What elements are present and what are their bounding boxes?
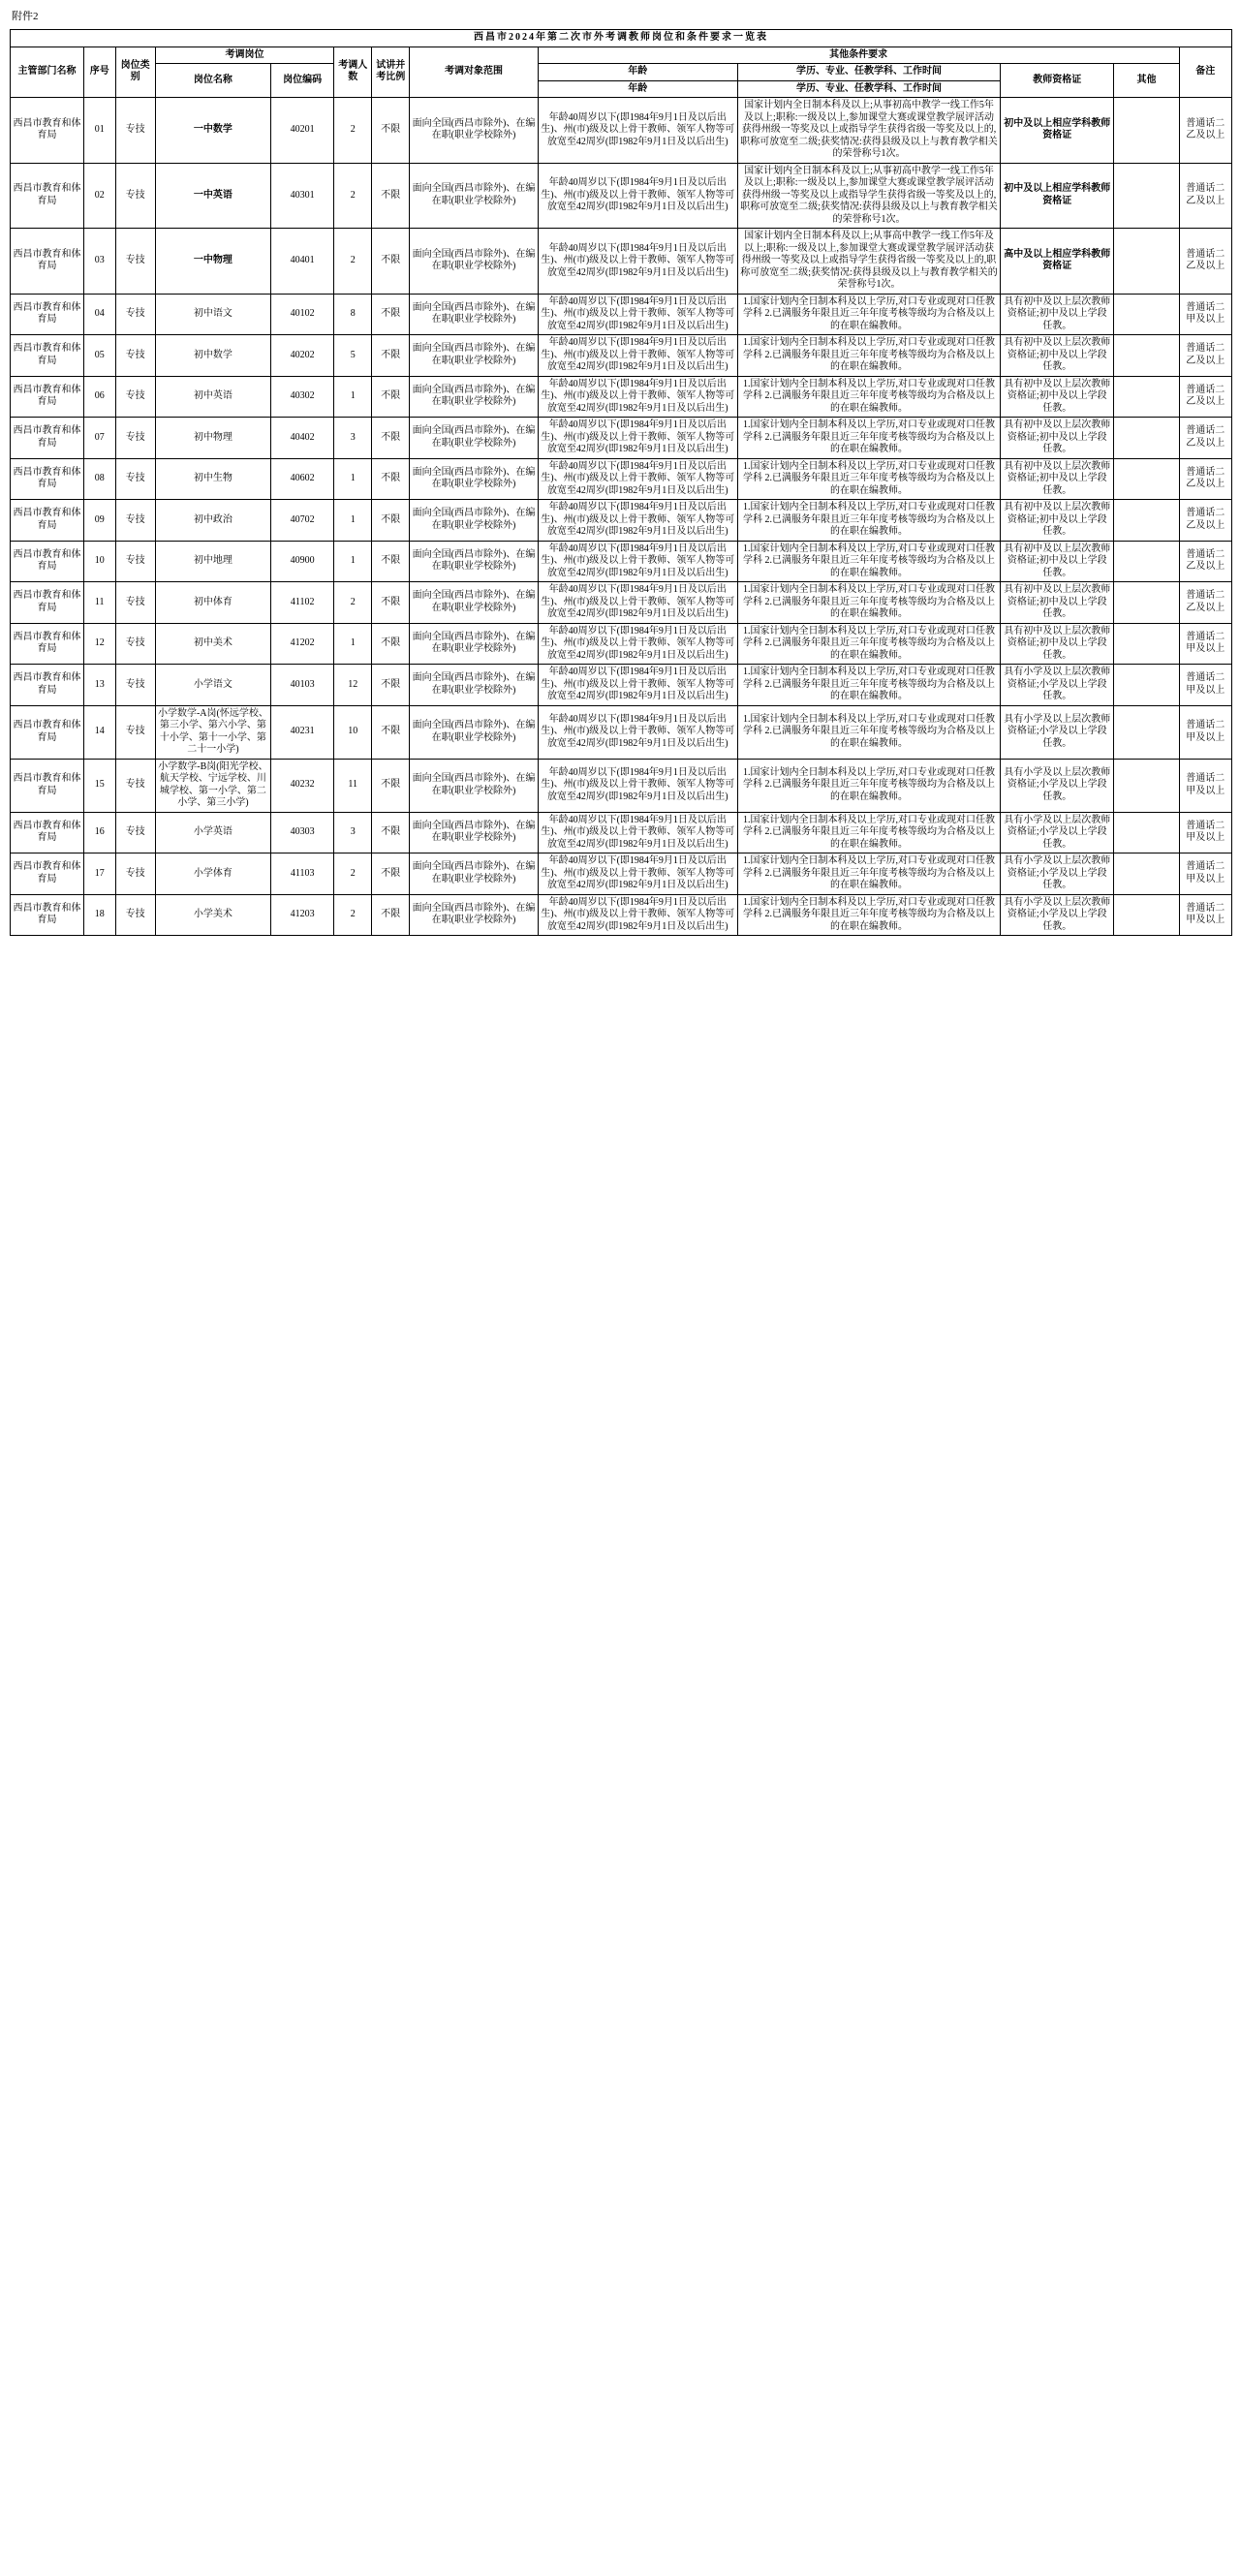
cell-cert: 具有初中及以上层次教师资格证;初中及以上学段任教。 [1001,458,1114,500]
cell-remark: 普通话二甲及以上 [1179,665,1231,706]
cell-post-code: 40303 [271,812,334,853]
table-row [11,376,1232,418]
cell-dept: 西昌市教育和体育局 [11,894,84,936]
header-post-type: 岗位类别 [115,47,155,98]
cell-count: 1 [334,376,372,418]
cell-seq: 02 [83,163,115,229]
cell-post-code: 40401 [271,229,334,295]
cell-ratio: 不限 [372,458,410,500]
cell-seq: 12 [83,623,115,665]
cell-age: 年龄40周岁以下(即1984年9月1日及以后出生)、州(市)级及以上骨干教师、领军人物等可放宽至42周岁(即1982年9月1日及以后出生) [538,98,737,164]
cell-ratio: 不限 [372,418,410,459]
cell-remark: 普通话二乙及以上 [1179,335,1231,377]
cell-other [1114,98,1179,164]
header-edu-sub: 学历、专业、任教学科、工作时间 [737,80,1000,98]
table-row [11,458,1232,500]
table-row [11,582,1232,624]
table-row [11,98,1232,164]
cell-dept: 西昌市教育和体育局 [11,294,84,335]
cell-dept: 西昌市教育和体育局 [11,705,84,759]
cell-remark: 普通话二乙及以上 [1179,418,1231,459]
table-row [11,665,1232,706]
cell-post-code: 40900 [271,541,334,582]
cell-post-type: 专技 [115,541,155,582]
cell-other [1114,418,1179,459]
cell-other [1114,335,1179,377]
cell-ratio: 不限 [372,335,410,377]
cell-post-name: 初中语文 [155,294,270,335]
cell-other [1114,759,1179,812]
cell-seq: 17 [83,853,115,895]
cell-remark: 普通话二乙及以上 [1179,582,1231,624]
table-row [11,705,1232,759]
cell-scope: 面向全国(西昌市除外)、在编在职(职业学校除外) [410,853,538,895]
cell-remark: 普通话二乙及以上 [1179,500,1231,542]
cell-ratio: 不限 [372,98,410,164]
cell-remark: 普通话二甲及以上 [1179,759,1231,812]
cell-other [1114,705,1179,759]
cell-count: 1 [334,458,372,500]
cell-seq: 06 [83,376,115,418]
cell-seq: 13 [83,665,115,706]
cell-cert: 初中及以上相应学科教师资格证 [1001,163,1114,229]
cell-ratio: 不限 [372,894,410,936]
table-row [11,759,1232,812]
cell-dept: 西昌市教育和体育局 [11,500,84,542]
cell-post-name: 小学体育 [155,853,270,895]
cell-dept: 西昌市教育和体育局 [11,418,84,459]
cell-post-type: 专技 [115,163,155,229]
cell-dept: 西昌市教育和体育局 [11,98,84,164]
cell-post-type: 专技 [115,894,155,936]
cell-post-code: 41203 [271,894,334,936]
cell-dept: 西昌市教育和体育局 [11,759,84,812]
cell-post-name: 小学英语 [155,812,270,853]
cell-post-name: 初中地理 [155,541,270,582]
cell-count: 5 [334,335,372,377]
cell-count: 2 [334,894,372,936]
cell-post-name: 初中英语 [155,376,270,418]
header-edu: 学历、专业、任教学科、工作时间 [737,64,1000,81]
cell-age: 年龄40周岁以下(即1984年9月1日及以后出生)、州(市)级及以上骨干教师、领军人物等可放宽至42周岁(即1982年9月1日及以后出生) [538,376,737,418]
table-row [11,853,1232,895]
cell-other [1114,163,1179,229]
cell-ratio: 不限 [372,541,410,582]
cell-count: 2 [334,163,372,229]
cell-cert: 具有小学及以上层次教师资格证;小学及以上学段任教。 [1001,665,1114,706]
cell-remark: 普通话二甲及以上 [1179,812,1231,853]
cell-dept: 西昌市教育和体育局 [11,812,84,853]
cell-post-code: 40102 [271,294,334,335]
cell-ratio: 不限 [372,229,410,295]
cell-post-code: 40702 [271,500,334,542]
cell-remark: 普通话二甲及以上 [1179,623,1231,665]
cell-post-code: 41202 [271,623,334,665]
cell-cert: 具有初中及以上层次教师资格证;初中及以上学段任教。 [1001,418,1114,459]
cell-cert: 具有初中及以上层次教师资格证;初中及以上学段任教。 [1001,541,1114,582]
cell-seq: 11 [83,582,115,624]
cell-post-name: 初中物理 [155,418,270,459]
cell-post-code: 40201 [271,98,334,164]
page-title: 西昌市2024年第二次市外考调教师岗位和条件要求一览表 [11,30,1232,47]
cell-age: 年龄40周岁以下(即1984年9月1日及以后出生)、州(市)级及以上骨干教师、领军人物等可放宽至42周岁(即1982年9月1日及以后出生) [538,458,737,500]
table-row [11,418,1232,459]
cell-remark: 普通话二乙及以上 [1179,98,1231,164]
cell-count: 1 [334,623,372,665]
cell-seq: 09 [83,500,115,542]
cell-post-code: 41103 [271,853,334,895]
header-other: 其他 [1114,64,1179,98]
cell-seq: 15 [83,759,115,812]
cell-scope: 面向全国(西昌市除外)、在编在职(职业学校除外) [410,376,538,418]
cell-edu: 1.国家计划内全日制本科及以上学历,对口专业或现对口任教学科 2.已满服务年限且近三年年度考核等级均为合格及以上的在职在编教师。 [737,418,1000,459]
cell-cert: 具有小学及以上层次教师资格证;小学及以上学段任教。 [1001,812,1114,853]
cell-post-name: 一中数学 [155,98,270,164]
cell-count: 1 [334,500,372,542]
cell-count: 2 [334,229,372,295]
cell-cert: 具有小学及以上层次教师资格证;小学及以上学段任教。 [1001,853,1114,895]
cell-count: 3 [334,812,372,853]
cell-edu: 1.国家计划内全日制本科及以上学历,对口专业或现对口任教学科 2.已满服务年限且近三年年度考核等级均为合格及以上的在职在编教师。 [737,665,1000,706]
table-row [11,541,1232,582]
cell-edu: 1.国家计划内全日制本科及以上学历,对口专业或现对口任教学科 2.已满服务年限且近三年年度考核等级均为合格及以上的在职在编教师。 [737,500,1000,542]
cell-dept: 西昌市教育和体育局 [11,376,84,418]
cell-other [1114,853,1179,895]
cell-post-type: 专技 [115,500,155,542]
cell-cert: 初中及以上相应学科教师资格证 [1001,98,1114,164]
cell-seq: 08 [83,458,115,500]
cell-remark: 普通话二甲及以上 [1179,294,1231,335]
cell-age: 年龄40周岁以下(即1984年9月1日及以后出生)、州(市)级及以上骨干教师、领军人物等可放宽至42周岁(即1982年9月1日及以后出生) [538,229,737,295]
cell-post-type: 专技 [115,623,155,665]
cell-scope: 面向全国(西昌市除外)、在编在职(职业学校除外) [410,582,538,624]
cell-remark: 普通话二甲及以上 [1179,705,1231,759]
cell-post-name: 初中体育 [155,582,270,624]
cell-dept: 西昌市教育和体育局 [11,623,84,665]
cell-post-type: 专技 [115,98,155,164]
cell-scope: 面向全国(西昌市除外)、在编在职(职业学校除外) [410,458,538,500]
cell-post-type: 专技 [115,705,155,759]
cell-ratio: 不限 [372,853,410,895]
cell-post-name: 初中政治 [155,500,270,542]
cell-cert: 具有小学及以上层次教师资格证;小学及以上学段任教。 [1001,894,1114,936]
cell-scope: 面向全国(西昌市除外)、在编在职(职业学校除外) [410,98,538,164]
cell-dept: 西昌市教育和体育局 [11,229,84,295]
cell-other [1114,229,1179,295]
cell-other [1114,541,1179,582]
cell-seq: 03 [83,229,115,295]
cell-edu: 1.国家计划内全日制本科及以上学历,对口专业或现对口任教学科 2.已满服务年限且近三年年度考核等级均为合格及以上的在职在编教师。 [737,294,1000,335]
cell-scope: 面向全国(西昌市除外)、在编在职(职业学校除外) [410,812,538,853]
cell-ratio: 不限 [372,665,410,706]
cell-cert: 具有初中及以上层次教师资格证;初中及以上学段任教。 [1001,623,1114,665]
cell-count: 11 [334,759,372,812]
cell-edu: 1.国家计划内全日制本科及以上学历,对口专业或现对口任教学科 2.已满服务年限且近三年年度考核等级均为合格及以上的在职在编教师。 [737,376,1000,418]
cell-age: 年龄40周岁以下(即1984年9月1日及以后出生)、州(市)级及以上骨干教师、领军人物等可放宽至42周岁(即1982年9月1日及以后出生) [538,665,737,706]
cell-remark: 普通话二乙及以上 [1179,229,1231,295]
cell-edu: 国家计划内全日制本科及以上;从事初高中教学一线工作5年及以上;职称:一级及以上,参加课堂大赛或课堂教学展评活动获得州级一等奖及以上或指导学生获得省级一等奖及以上的,职称可放宽至二级;获奖情况:获得县级及以上与教育教学相关的荣誉称号1次。 [737,98,1000,164]
cell-age: 年龄40周岁以下(即1984年9月1日及以后出生)、州(市)级及以上骨干教师、领军人物等可放宽至42周岁(即1982年9月1日及以后出生) [538,541,737,582]
header-age: 年龄 [538,64,737,81]
cell-count: 1 [334,541,372,582]
cell-scope: 面向全国(西昌市除外)、在编在职(职业学校除外) [410,894,538,936]
cell-seq: 14 [83,705,115,759]
cell-post-name: 初中美术 [155,623,270,665]
cell-post-type: 专技 [115,376,155,418]
cell-scope: 面向全国(西昌市除外)、在编在职(职业学校除外) [410,623,538,665]
cell-post-name: 初中生物 [155,458,270,500]
cell-age: 年龄40周岁以下(即1984年9月1日及以后出生)、州(市)级及以上骨干教师、领军人物等可放宽至42周岁(即1982年9月1日及以后出生) [538,335,737,377]
cell-edu: 1.国家计划内全日制本科及以上学历,对口专业或现对口任教学科 2.已满服务年限且近三年年度考核等级均为合格及以上的在职在编教师。 [737,894,1000,936]
cell-post-type: 专技 [115,335,155,377]
cell-count: 8 [334,294,372,335]
cell-edu: 1.国家计划内全日制本科及以上学历,对口专业或现对口任教学科 2.已满服务年限且近三年年度考核等级均为合格及以上的在职在编教师。 [737,853,1000,895]
cell-post-name: 小学数学-B岗(阳光学校、航天学校、宁远学校、川城学校、第一小学、第二小学、第三小学) [155,759,270,812]
header-row-1 [11,47,1232,64]
header-ratio: 试讲并考比例 [372,47,410,98]
cell-ratio: 不限 [372,582,410,624]
cell-other [1114,623,1179,665]
cell-ratio: 不限 [372,812,410,853]
cell-cert: 具有初中及以上层次教师资格证;初中及以上学段任教。 [1001,376,1114,418]
cell-count: 2 [334,582,372,624]
cell-other [1114,500,1179,542]
cell-count: 2 [334,98,372,164]
cell-age: 年龄40周岁以下(即1984年9月1日及以后出生)、州(市)级及以上骨干教师、领军人物等可放宽至42周岁(即1982年9月1日及以后出生) [538,759,737,812]
cell-scope: 面向全国(西昌市除外)、在编在职(职业学校除外) [410,500,538,542]
cell-ratio: 不限 [372,623,410,665]
cell-seq: 18 [83,894,115,936]
cell-remark: 普通话二乙及以上 [1179,163,1231,229]
cell-scope: 面向全国(西昌市除外)、在编在职(职业学校除外) [410,163,538,229]
header-post-code: 岗位编码 [271,64,334,98]
header-dept: 主管部门名称 [11,47,84,98]
cell-cert: 高中及以上相应学科教师资格证 [1001,229,1114,295]
cell-other [1114,894,1179,936]
cell-post-code: 41102 [271,582,334,624]
cell-post-type: 专技 [115,229,155,295]
title-row [11,30,1232,47]
cell-edu: 1.国家计划内全日制本科及以上学历,对口专业或现对口任教学科 2.已满服务年限且近三年年度考核等级均为合格及以上的在职在编教师。 [737,759,1000,812]
cell-remark: 普通话二乙及以上 [1179,541,1231,582]
cell-edu: 1.国家计划内全日制本科及以上学历,对口专业或现对口任教学科 2.已满服务年限且近三年年度考核等级均为合格及以上的在职在编教师。 [737,705,1000,759]
table-row [11,335,1232,377]
table-row [11,294,1232,335]
cell-edu: 1.国家计划内全日制本科及以上学历,对口专业或现对口任教学科 2.已满服务年限且近三年年度考核等级均为合格及以上的在职在编教师。 [737,458,1000,500]
table-row [11,163,1232,229]
header-post-count: 考调人数 [334,47,372,98]
cell-ratio: 不限 [372,759,410,812]
cell-scope: 面向全国(西昌市除外)、在编在职(职业学校除外) [410,418,538,459]
cell-count: 2 [334,853,372,895]
cell-cert: 具有初中及以上层次教师资格证;初中及以上学段任教。 [1001,500,1114,542]
table-row [11,229,1232,295]
cell-age: 年龄40周岁以下(即1984年9月1日及以后出生)、州(市)级及以上骨干教师、领军人物等可放宽至42周岁(即1982年9月1日及以后出生) [538,812,737,853]
cell-post-name: 一中物理 [155,229,270,295]
cell-count: 3 [334,418,372,459]
cell-dept: 西昌市教育和体育局 [11,541,84,582]
table-row [11,894,1232,936]
cell-dept: 西昌市教育和体育局 [11,853,84,895]
cell-remark: 普通话二乙及以上 [1179,376,1231,418]
cell-post-type: 专技 [115,853,155,895]
cell-post-name: 一中英语 [155,163,270,229]
cell-post-code: 40602 [271,458,334,500]
header-seq: 序号 [83,47,115,98]
cell-cert: 具有小学及以上层次教师资格证;小学及以上学段任教。 [1001,705,1114,759]
cell-dept: 西昌市教育和体育局 [11,163,84,229]
cell-post-name: 初中数学 [155,335,270,377]
cell-age: 年龄40周岁以下(即1984年9月1日及以后出生)、州(市)级及以上骨干教师、领军人物等可放宽至42周岁(即1982年9月1日及以后出生) [538,500,737,542]
cell-scope: 面向全国(西昌市除外)、在编在职(职业学校除外) [410,705,538,759]
cell-seq: 01 [83,98,115,164]
header-age-sub: 年龄 [538,80,737,98]
cell-ratio: 不限 [372,500,410,542]
cell-edu: 国家计划内全日制本科及以上;从事高中教学一线工作5年及以上;职称:一级及以上,参加课堂大赛或课堂教学展评活动获得州级一等奖及以上或指导学生获得省级一等奖及以上的,职称可放宽至二级;获奖情况:获得县级及以上与教育教学相关的荣誉称号1次。 [737,229,1000,295]
cell-remark: 普通话二甲及以上 [1179,853,1231,895]
cell-age: 年龄40周岁以下(即1984年9月1日及以后出生)、州(市)级及以上骨干教师、领军人物等可放宽至42周岁(即1982年9月1日及以后出生) [538,894,737,936]
cell-post-type: 专技 [115,582,155,624]
cell-post-code: 40231 [271,705,334,759]
table-row [11,623,1232,665]
cell-scope: 面向全国(西昌市除外)、在编在职(职业学校除外) [410,335,538,377]
cell-seq: 16 [83,812,115,853]
header-scope: 考调对象范围 [410,47,538,98]
cell-post-code: 40232 [271,759,334,812]
cell-post-code: 40301 [271,163,334,229]
cell-remark: 普通话二乙及以上 [1179,458,1231,500]
cell-seq: 04 [83,294,115,335]
cell-post-type: 专技 [115,812,155,853]
cell-scope: 面向全国(西昌市除外)、在编在职(职业学校除外) [410,759,538,812]
cell-ratio: 不限 [372,163,410,229]
cell-age: 年龄40周岁以下(即1984年9月1日及以后出生)、州(市)级及以上骨干教师、领军人物等可放宽至42周岁(即1982年9月1日及以后出生) [538,163,737,229]
cell-ratio: 不限 [372,705,410,759]
cell-dept: 西昌市教育和体育局 [11,665,84,706]
cell-cert: 具有小学及以上层次教师资格证;小学及以上学段任教。 [1001,759,1114,812]
table-row [11,812,1232,853]
cell-count: 10 [334,705,372,759]
cell-other [1114,582,1179,624]
cell-edu: 1.国家计划内全日制本科及以上学历,对口专业或现对口任教学科 2.已满服务年限且近三年年度考核等级均为合格及以上的在职在编教师。 [737,812,1000,853]
cell-other [1114,665,1179,706]
cell-edu: 国家计划内全日制本科及以上;从事初高中教学一线工作5年及以上;职称:一级及以上,参加课堂大赛或课堂教学展评活动获得州级一等奖及以上或指导学生获得省级一等奖及以上的,职称可放宽至二级;获奖情况:获得县级及以上与教育教学相关的荣誉称号1次。 [737,163,1000,229]
cell-seq: 10 [83,541,115,582]
cell-other [1114,294,1179,335]
cell-remark: 普通话二甲及以上 [1179,894,1231,936]
cell-other [1114,376,1179,418]
cell-post-type: 专技 [115,418,155,459]
cell-scope: 面向全国(西昌市除外)、在编在职(职业学校除外) [410,294,538,335]
header-post-name: 岗位名称 [155,64,270,98]
cell-edu: 1.国家计划内全日制本科及以上学历,对口专业或现对口任教学科 2.已满服务年限且近三年年度考核等级均为合格及以上的在职在编教师。 [737,335,1000,377]
table-row [11,500,1232,542]
cell-post-code: 40103 [271,665,334,706]
cell-dept: 西昌市教育和体育局 [11,458,84,500]
cell-edu: 1.国家计划内全日制本科及以上学历,对口专业或现对口任教学科 2.已满服务年限且近三年年度考核等级均为合格及以上的在职在编教师。 [737,582,1000,624]
cell-ratio: 不限 [372,376,410,418]
cell-other [1114,458,1179,500]
cell-dept: 西昌市教育和体育局 [11,335,84,377]
cell-post-type: 专技 [115,665,155,706]
cell-count: 12 [334,665,372,706]
cell-age: 年龄40周岁以下(即1984年9月1日及以后出生)、州(市)级及以上骨干教师、领军人物等可放宽至42周岁(即1982年9月1日及以后出生) [538,294,737,335]
cell-post-type: 专技 [115,759,155,812]
positions-table [10,29,1232,936]
cell-age: 年龄40周岁以下(即1984年9月1日及以后出生)、州(市)级及以上骨干教师、领军人物等可放宽至42周岁(即1982年9月1日及以后出生) [538,582,737,624]
cell-dept: 西昌市教育和体育局 [11,582,84,624]
cell-post-name: 小学美术 [155,894,270,936]
cell-post-type: 专技 [115,294,155,335]
cell-age: 年龄40周岁以下(即1984年9月1日及以后出生)、州(市)级及以上骨干教师、领军人物等可放宽至42周岁(即1982年9月1日及以后出生) [538,623,737,665]
attachment-label: 附件2 [12,11,39,22]
cell-post-type: 专技 [115,458,155,500]
cell-post-code: 40302 [271,376,334,418]
cell-cert: 具有初中及以上层次教师资格证;初中及以上学段任教。 [1001,294,1114,335]
cell-post-name: 小学数学-A岗(怀远学校、第三小学、第六小学、第十小学、第十一小学、第二十一小学) [155,705,270,759]
cell-cert: 具有初中及以上层次教师资格证;初中及以上学段任教。 [1001,335,1114,377]
header-cert: 教师资格证 [1001,64,1114,98]
cell-age: 年龄40周岁以下(即1984年9月1日及以后出生)、州(市)级及以上骨干教师、领军人物等可放宽至42周岁(即1982年9月1日及以后出生) [538,705,737,759]
cell-scope: 面向全国(西昌市除外)、在编在职(职业学校除外) [410,229,538,295]
cell-other [1114,812,1179,853]
table-body [11,98,1232,936]
cell-edu: 1.国家计划内全日制本科及以上学历,对口专业或现对口任教学科 2.已满服务年限且近三年年度考核等级均为合格及以上的在职在编教师。 [737,623,1000,665]
cell-scope: 面向全国(西昌市除外)、在编在职(职业学校除外) [410,541,538,582]
cell-post-name: 小学语文 [155,665,270,706]
cell-seq: 07 [83,418,115,459]
cell-age: 年龄40周岁以下(即1984年9月1日及以后出生)、州(市)级及以上骨干教师、领军人物等可放宽至42周岁(即1982年9月1日及以后出生) [538,853,737,895]
cell-post-code: 40202 [271,335,334,377]
cell-seq: 05 [83,335,115,377]
cell-post-code: 40402 [271,418,334,459]
header-post-group: 考调岗位 [155,47,333,64]
cell-ratio: 不限 [372,294,410,335]
cell-scope: 面向全国(西昌市除外)、在编在职(职业学校除外) [410,665,538,706]
cell-age: 年龄40周岁以下(即1984年9月1日及以后出生)、州(市)级及以上骨干教师、领军人物等可放宽至42周岁(即1982年9月1日及以后出生) [538,418,737,459]
cell-edu: 1.国家计划内全日制本科及以上学历,对口专业或现对口任教学科 2.已满服务年限且近三年年度考核等级均为合格及以上的在职在编教师。 [737,541,1000,582]
header-row-2 [11,64,1232,81]
header-remark: 备注 [1179,47,1231,98]
header-other-req: 其他条件要求 [538,47,1179,64]
cell-cert: 具有初中及以上层次教师资格证;初中及以上学段任教。 [1001,582,1114,624]
